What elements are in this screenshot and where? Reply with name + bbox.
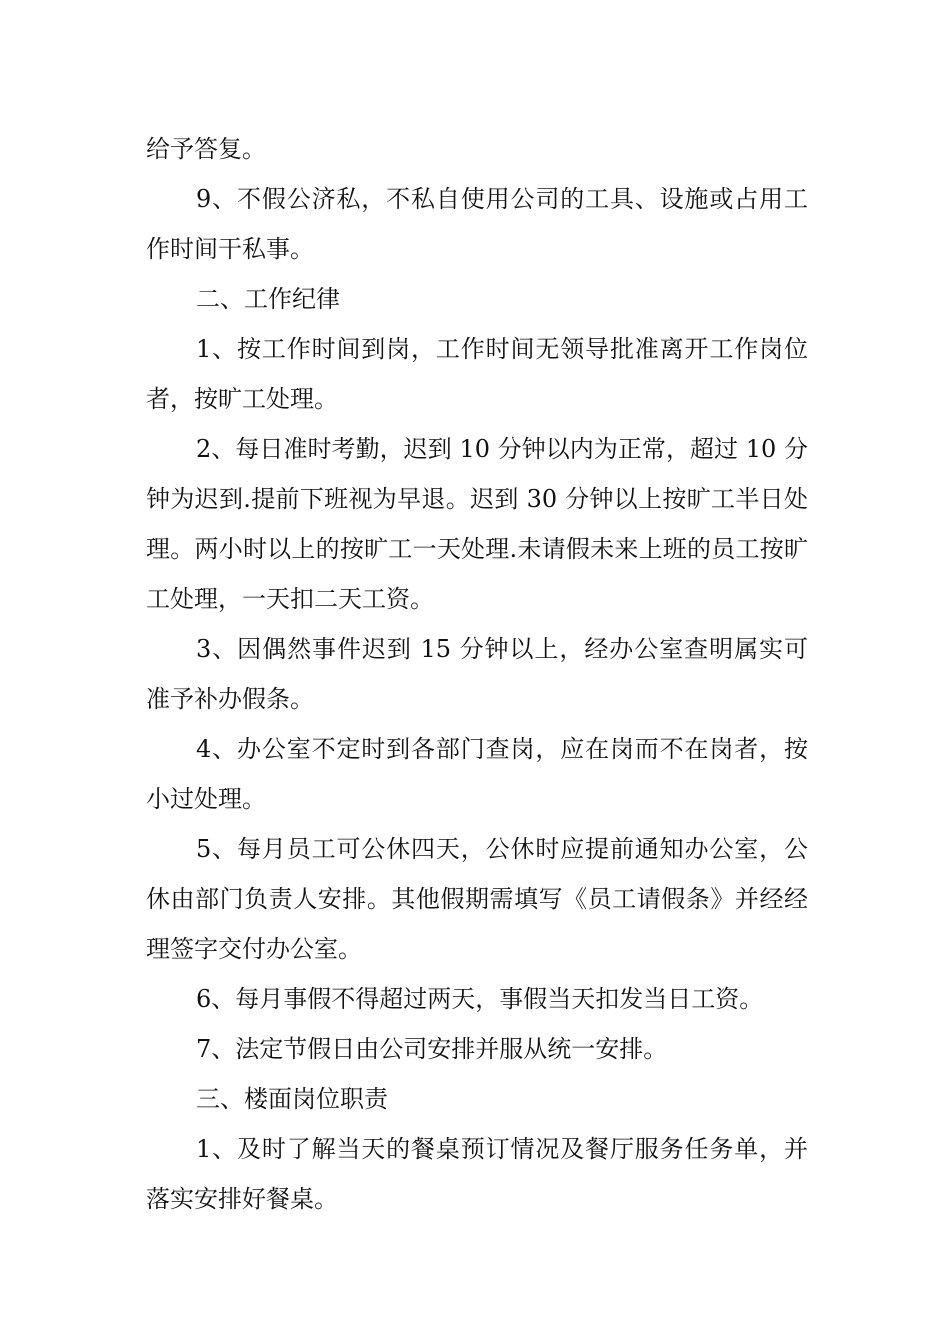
section-heading-work-discipline: 二、工作纪律 bbox=[196, 285, 340, 313]
paragraph-discipline-1: 1、按工作时间到岗，工作时间无领导批准离开工作岗位者，按旷工处理。 bbox=[146, 335, 808, 413]
paragraph-continuation: 给予答复。 bbox=[146, 135, 266, 163]
section-heading-floor-duties: 三、楼面岗位职责 bbox=[196, 1085, 388, 1113]
document-body bbox=[146, 124, 808, 1224]
paragraph-discipline-5: 5、每月员工可公休四天，公休时应提前通知办公室，公休由部门负责人安排。其他假期需填写《员工请假条》并经经理签字交付办公室。 bbox=[146, 835, 808, 963]
paragraph-discipline-2: 2、每日准时考勤，迟到 10 分钟以内为正常，超过 10 分钟为迟到.提前下班视为早退。迟到 30 分钟以上按旷工半日处理。两小时以上的按旷工一天处理.未请假未来上班的员工按旷工处理，一天扣二天工资。 bbox=[146, 435, 808, 613]
paragraph-item-9: 9、不假公济私，不私自使用公司的工具、设施或占用工作时间干私事。 bbox=[146, 185, 808, 263]
paragraph-discipline-3: 3、因偶然事件迟到 15 分钟以上，经办公室查明属实可准予补办假条。 bbox=[146, 635, 808, 713]
paragraph-duties-1: 1、及时了解当天的餐桌预订情况及餐厅服务任务单，并落实安排好餐桌。 bbox=[146, 1135, 808, 1213]
paragraph-discipline-7: 7、法定节假日由公司安排并服从统一安排。 bbox=[196, 1035, 668, 1063]
paragraph-discipline-4: 4、办公室不定时到各部门查岗，应在岗而不在岗者，按小过处理。 bbox=[146, 735, 808, 813]
paragraph-discipline-6: 6、每月事假不得超过两天，事假当天扣发当日工资。 bbox=[196, 985, 764, 1013]
